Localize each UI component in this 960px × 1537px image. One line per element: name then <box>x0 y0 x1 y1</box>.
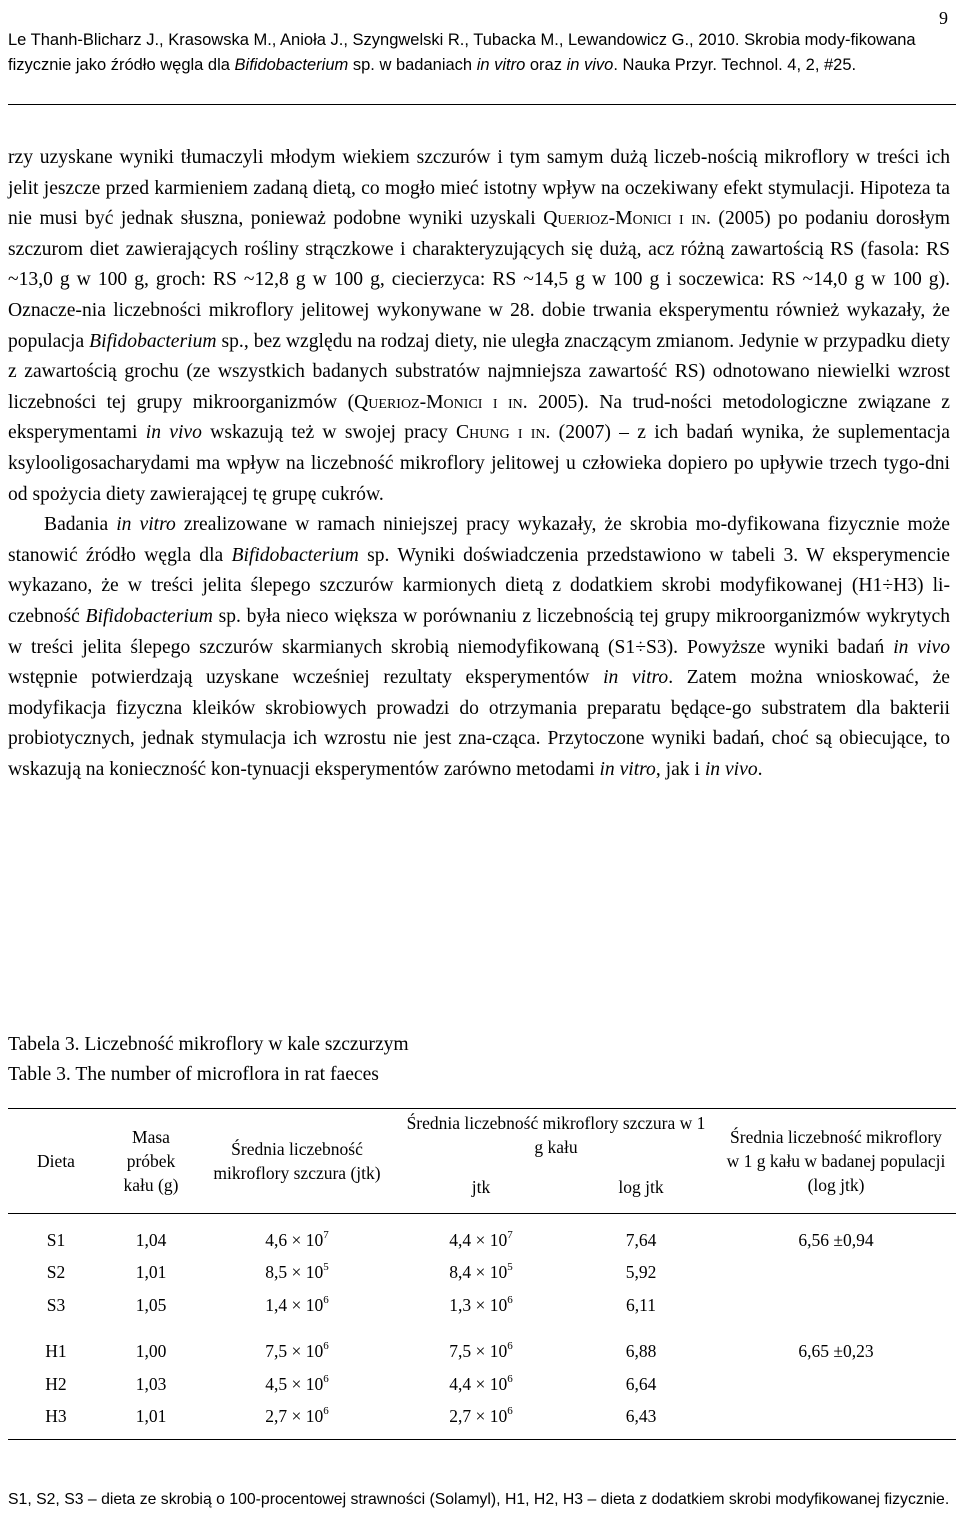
in-vitro-term: in vitro <box>603 667 669 689</box>
cell-mass: 1,05 <box>135 1294 167 1315</box>
header-mean-cfu: Średnia liczebność mikroflory szczura (jtk) <box>198 1109 396 1214</box>
citation-in-vivo: in vivo <box>566 56 614 74</box>
text-run: sp. była nieco większa w porównaniu z liczebnością tej grupy mikroorganizmów wykrytych w treści jelita ślepego szczurów skarmianych skrobią niemodyfikowaną (S1÷S3). Powyższe wyniki badań <box>8 605 951 658</box>
cell-population: 6,65 ±0,23 <box>798 1341 874 1362</box>
table-row <box>8 1368 956 1401</box>
in-vitro-term: in vitro <box>599 758 656 780</box>
cell-population <box>716 1401 956 1440</box>
cell-log: 5,92 <box>625 1262 657 1283</box>
cell-diet: S1 <box>46 1229 66 1250</box>
table-row <box>8 1401 956 1440</box>
cell-mean-cfu: $2,7 \times 10^6$ <box>198 1401 396 1440</box>
table-footnote: S1, S2, S3 – dieta ze skrobią o 100-procentowej strawności (Solamyl), H1, H2, H3 – dieta z dodatkiem skrobi modyfikowanej fizycznie. <box>8 1491 950 1508</box>
in-vitro-term: in vitro <box>116 514 176 536</box>
cell-population <box>716 1257 956 1290</box>
cell-diet: H3 <box>8 1401 104 1440</box>
cell-mass: 1,00 <box>135 1341 167 1362</box>
header-log-jtk: log jtk <box>566 1161 716 1214</box>
cell-population <box>716 1368 956 1401</box>
cell-log: 6,64 <box>625 1373 657 1394</box>
running-header <box>8 8 948 78</box>
text-run: sp., bez względu na rodzaj diety, nie uległa znaczącym zmianom. Jedynie w przypadku diety z zawartością grochu (ze wszystkich badanych substratów najmniejsza zawartość RS) odnotowano niewielki wzrost liczebności tej grupy mikroorganizmów ( <box>8 330 950 413</box>
cell-mean-cfu: $4,5 \times 10^6$ <box>265 1372 329 1394</box>
citation-in-vitro: in vitro <box>476 56 526 74</box>
table-row <box>8 1257 956 1290</box>
cell-per-gram: $8,4 \times 10^5$ <box>449 1261 513 1283</box>
cell-population: 6,56 ±0,94 <box>798 1229 874 1250</box>
table-row <box>8 1336 956 1369</box>
author-reference: Chung i in. <box>456 422 551 444</box>
text-run: (2005) po podaniu dorosłym szczurom diet zawierających rośliny strączkowe i charakteryzujących się dużą, acz różną zawartością RS (fasola: RS ~13,0 g w 100 g, groch: RS ~12,8 g w 100 g, ciecierzyca: RS ~14,5 g w 100 g i soczewica: RS ~14,0 g w 100 g). Oznacze-nia liczebności mikroflory jelitowej wykonywane w 28. dobie trwania eksperymentu również wykazały, że populacja <box>8 208 950 352</box>
header-mean-per-gram: Średnia liczebność mikroflory szczura w 1 g kału <box>396 1109 716 1162</box>
cell-diet: S3 <box>46 1294 66 1315</box>
cell-log: 6,11 <box>626 1294 656 1315</box>
cell-per-gram: $7,5 \times 10^6$ <box>449 1340 513 1362</box>
cell-diet: S2 <box>46 1262 66 1283</box>
caption-english: Table 3. The number of microflora in rat faeces <box>8 1064 379 1085</box>
table-row <box>8 1289 956 1322</box>
text-run: , jak i <box>655 758 705 780</box>
citation-text: oraz <box>525 56 567 74</box>
cell-per-gram: $1,3 \times 10^6$ <box>449 1293 513 1315</box>
cell-mean-cfu: $7,5 \times 10^6$ <box>265 1340 329 1362</box>
text-run: rzy uzyskane wyniki tłumaczyli młodym wiekiem szczurów i tym samym dużą liczeb-nością mikroflory w treści ich jelit jeszcze przed karmieniem zadaną dietą, co mogło mieć istotny wpływ na oczekiwany efekt stymulacji. Hipoteza ta nie musi być jednak słuszna, ponieważ podobne wyniki uzyskali <box>8 147 950 230</box>
cell-diet: H1 <box>45 1341 67 1362</box>
text-run: (2007) – z ich badań wynika, że suplementacja ksylooligosacharydami ma wpływ na liczebność mikroflory jelitowej u człowieka dopiero po upływie trzech tygo-dni od spożycia diety zawierającej tę grupę cukrów. <box>8 422 951 505</box>
cell-mean-cfu: $8,5 \times 10^5$ <box>265 1261 329 1283</box>
microflora-table <box>8 1108 956 1440</box>
cell-mass: 1,03 <box>135 1373 167 1394</box>
cell-per-gram: $4,4 \times 10^7$ <box>449 1228 513 1250</box>
text-run: wstępnie potwierdzają uzyskane wcześniej rezultaty eksperymentów <box>8 667 604 689</box>
header-sample-mass: Masa próbek kału (g) <box>104 1109 198 1214</box>
cell-log: 7,64 <box>625 1229 657 1250</box>
cell-mean-cfu: $4,6 \times 10^7$ <box>265 1228 329 1250</box>
group-spacer <box>8 1322 956 1336</box>
citation-genus: Bifidobacterium <box>234 56 349 74</box>
header-jtk: jtk <box>396 1161 566 1214</box>
genus-name: Bifidobacterium <box>85 605 213 627</box>
header-rule <box>8 104 956 105</box>
caption-polish: Tabela 3. Liczebność mikroflory w kale szczurzym <box>8 1034 409 1055</box>
author-reference: Querioz-Monici i in. <box>543 208 711 230</box>
genus-name: Bifidobacterium <box>231 544 359 566</box>
header-diet: Dieta <box>8 1109 104 1214</box>
cell-mass: 1,01 <box>104 1401 198 1440</box>
paragraph-1 <box>8 143 950 510</box>
cell-population <box>716 1289 956 1322</box>
text-run: wskazują też w swojej pracy <box>201 422 457 444</box>
text-run: . <box>757 758 763 780</box>
in-vivo-term: in vivo <box>145 422 202 444</box>
body-text <box>8 143 950 785</box>
page-number: 9 <box>939 8 948 28</box>
cell-per-gram: $4,4 \times 10^6$ <box>449 1372 513 1394</box>
cell-log: 6,88 <box>625 1341 657 1362</box>
cell-mean-cfu: $1,4 \times 10^6$ <box>265 1293 329 1315</box>
header-population-mean: Średnia liczebność mikroflory w 1 g kału w badanej populacji (log jtk) <box>716 1109 956 1214</box>
cell-log: 6,43 <box>566 1401 716 1440</box>
text-run: zrealizowane w ramach niniejszej pracy wykazały, że skrobia mo-dyfikowana fizycznie może stanowić źródło węgla dla <box>8 514 950 566</box>
text-run: sp. Wyniki doświadczenia przedstawiono w tabeli 3. W eksperymencie wykazano, że w treści jelita ślepego szczurów karmionych dietą z dodatkiem skrobi modyfikowanej (H1÷H3) li-czebność <box>8 544 950 627</box>
author-reference: Querioz-Monici i in. <box>354 391 528 413</box>
cell-diet: H2 <box>45 1373 67 1394</box>
cell-per-gram: $2,7 \times 10^6$ <box>396 1401 566 1440</box>
cell-mass: 1,01 <box>135 1262 167 1283</box>
text-run: 2005). Na trud-ności metodologiczne związane z eksperymentami <box>8 391 950 444</box>
citation-text: . Nauka Przyr. Technol. 4, 2, #25. <box>613 56 857 74</box>
paragraph-2 <box>8 510 950 785</box>
text-run: . Zatem można wnioskować, że modyfikacja fizyczna kleików skrobiowych prowadzi do otrzymania preparatu będące-go substratem dla bakterii probiotycznych, jednak stymulacja ich wzrostu nie jest zna-cząca. Przytoczone wyniki badań, choć są obiecujące, to wskazują na konieczność kon-tynuacji eksperymentów zarówno metodami <box>8 667 950 780</box>
text-run: Badania <box>44 514 117 536</box>
genus-name: Bifidobacterium <box>89 330 217 352</box>
citation-text: Le Thanh-Blicharz J., Krasowska M., Anioła J., Szyngwelski R., Tubacka M., Lewandowicz G., 2010. Skrobia mody-fikowana fizycznie jako źródło węgla dla <box>8 31 916 74</box>
table-row <box>8 1214 956 1257</box>
citation-text: sp. w badaniach <box>348 56 477 74</box>
cell-mass: 1,04 <box>135 1229 167 1250</box>
in-vivo-term: in vivo <box>704 758 758 780</box>
table-caption <box>8 1030 409 1090</box>
in-vivo-term: in vivo <box>893 636 950 658</box>
